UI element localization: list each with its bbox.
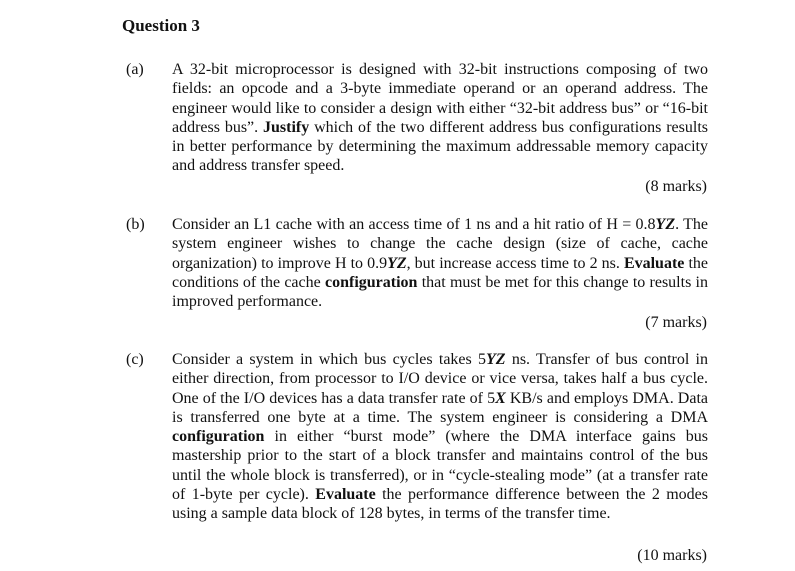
emphasis-text: YZ bbox=[387, 254, 407, 272]
text-run: the performance difference between the 2 modes using a sample data block of 128 bytes, in terms of the transfer time. bbox=[172, 486, 708, 523]
part-label: (c) bbox=[126, 351, 144, 368]
part-text bbox=[172, 60, 708, 176]
emphasis-text: configuration bbox=[172, 428, 265, 446]
part-label: (b) bbox=[126, 216, 145, 233]
text-run: Consider a system in which bus cycles takes 5 bbox=[172, 351, 487, 368]
text-run: KB/s and employs DMA. Data is transferred one byte at a time. The system engineer is considering a DMA bbox=[172, 389, 709, 426]
emphasis-text: X bbox=[495, 389, 506, 407]
text-run: ns. Transfer of bus control in either direction, from processor to I/O device or vice versa, takes half a bus cycle. One of the I/O devices has a data transfer rate of 5 bbox=[172, 351, 708, 407]
emphasis-text: YZ bbox=[486, 351, 506, 368]
emphasis-text: Justify bbox=[263, 118, 310, 136]
text-run: Consider an L1 cache with an access time of 1 ns and a hit ratio of H = 0.8 bbox=[172, 216, 656, 233]
text-run: in either “burst mode” (where the DMA interface gains bus mastership prior to the start of a block transfer and maintains control of the bus until the whole block is transferred), or in “cycle-stealing mode” (at a transfer rate of 1-byte per cycle). bbox=[172, 428, 708, 504]
emphasis-text: Evaluate bbox=[315, 486, 376, 504]
text-run: A 32-bit microprocessor is designed with 32-bit instructions composing of two fields: an opcode and a 3-byte immediate operand or an operand address. The engineer would like to consider a design with either “32-bit address bus” or “16-bit address bus”. bbox=[172, 61, 708, 136]
marks-label: (7 marks) bbox=[645, 314, 707, 331]
part-text bbox=[172, 350, 708, 524]
marks-label: (10 marks) bbox=[637, 547, 707, 564]
emphasis-text: configuration bbox=[325, 273, 418, 291]
marks-label: (8 marks) bbox=[645, 178, 707, 195]
text-run: that must be met for this change to results in improved performance. bbox=[172, 273, 708, 311]
question-title: Question 3 bbox=[122, 16, 200, 35]
emphasis-text: YZ bbox=[655, 216, 676, 233]
part-label: (a) bbox=[126, 61, 144, 78]
text-run: the conditions of the cache bbox=[172, 254, 708, 291]
text-run: which of the two different address bus configurations results in better performance by determining the maximum addressable memory capacity and address transfer speed. bbox=[172, 118, 708, 175]
emphasis-text: Evaluate bbox=[623, 254, 685, 272]
text-run: , but increase access time to 2 ns. bbox=[406, 254, 624, 272]
text-run: . The system engineer wishes to change the cache design (size of cache, cache organization) to improve H to 0.9 bbox=[172, 216, 708, 272]
part-text bbox=[172, 215, 708, 311]
